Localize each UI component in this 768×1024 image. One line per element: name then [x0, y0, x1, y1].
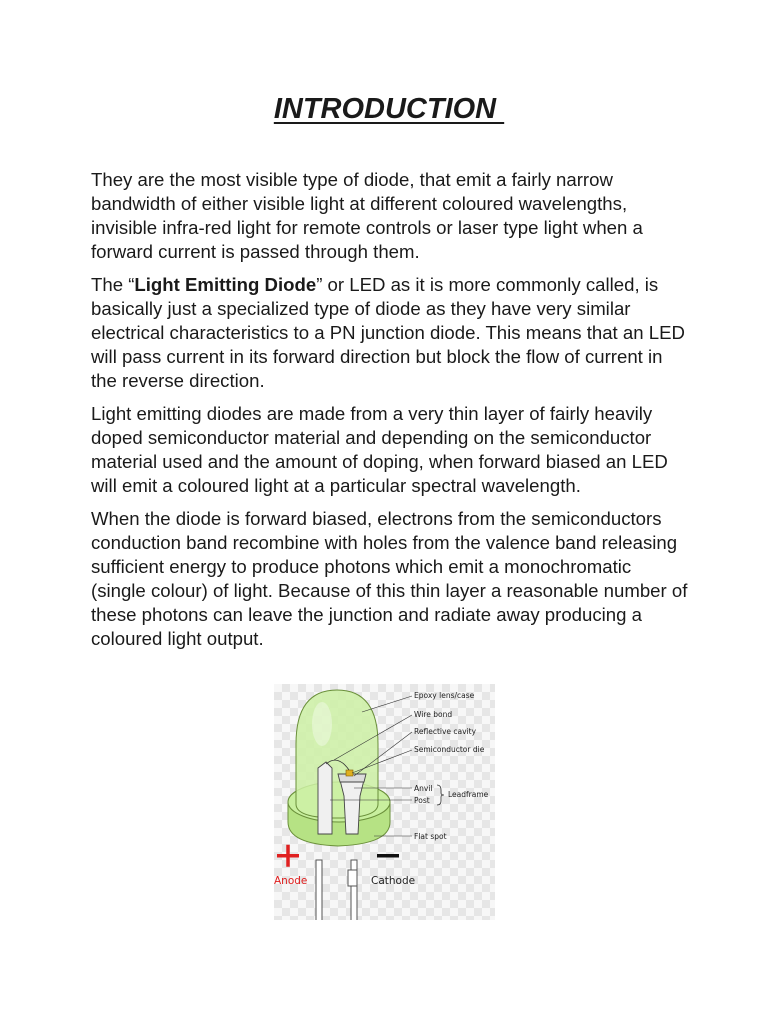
- cathode-lead: [351, 860, 357, 920]
- body-text: [91, 168, 691, 660]
- led-diagram-svg: [274, 684, 495, 920]
- cathode-lead-kink: [348, 870, 357, 886]
- label-epoxy: Epoxy lens/case: [414, 691, 475, 700]
- post-shape: [318, 762, 332, 834]
- led-lens: [296, 690, 378, 818]
- minus-icon: [377, 854, 399, 858]
- paragraph-1: They are the most visible type of diode, that emit a fairly narrow bandwidth of either visible light at different coloured wavelengths, invisible infra-red light for remote controls or laser type light when a forward current is passed through them.: [91, 169, 643, 262]
- paragraph-2-bold-term: Light Emitting Diode: [134, 274, 317, 295]
- label-flat-spot: Flat spot: [414, 832, 447, 841]
- label-wire-bond: Wire bond: [414, 710, 453, 719]
- leadframe-brace: [437, 785, 444, 805]
- led-diagram: [274, 684, 495, 920]
- paragraph-4: When the diode is forward biased, electrons from the semiconductors conduction band recombine with holes from the valence band releasing sufficient energy to produce photons which emit a monochromatic (single colour) of light. Because of this thin layer a reasonable number of these photons can leave the junction and radiate away producing a coloured light output.: [91, 508, 688, 649]
- paragraph-2-before: The “: [91, 274, 135, 295]
- paragraph-2: [91, 273, 691, 393]
- lead-wires: [316, 860, 357, 920]
- label-semiconductor-die: Semiconductor die: [414, 745, 485, 754]
- page-title: INTRODUCTION: [273, 93, 505, 125]
- label-anvil: Anvil: [414, 784, 433, 793]
- anode-lead: [316, 860, 322, 920]
- label-leadframe: Leadframe: [448, 790, 489, 799]
- semiconductor-die: [346, 770, 353, 776]
- led-lens-highlight: [312, 702, 332, 746]
- label-reflective-cavity: Reflective cavity: [414, 727, 477, 736]
- paragraph-3: Light emitting diodes are made from a very thin layer of fairly heavily doped semiconductor material and depending on the semiconductor material used and the amount of doping, when forward biased an LED will emit a coloured light at a particular spectral wavelength.: [91, 403, 668, 496]
- label-anode: Anode: [274, 875, 308, 887]
- label-post: Post: [414, 796, 430, 805]
- plus-icon: [277, 845, 299, 867]
- label-cathode: Cathode: [371, 875, 416, 887]
- paragraph-2-after: ” or LED as it is more commonly called, is basically just a specialized type of diode as they have very similar electrical characteristics to a PN junction diode. This means that an LED will pass current in its forward direction but block the flow of current in the reverse direction.: [91, 274, 685, 391]
